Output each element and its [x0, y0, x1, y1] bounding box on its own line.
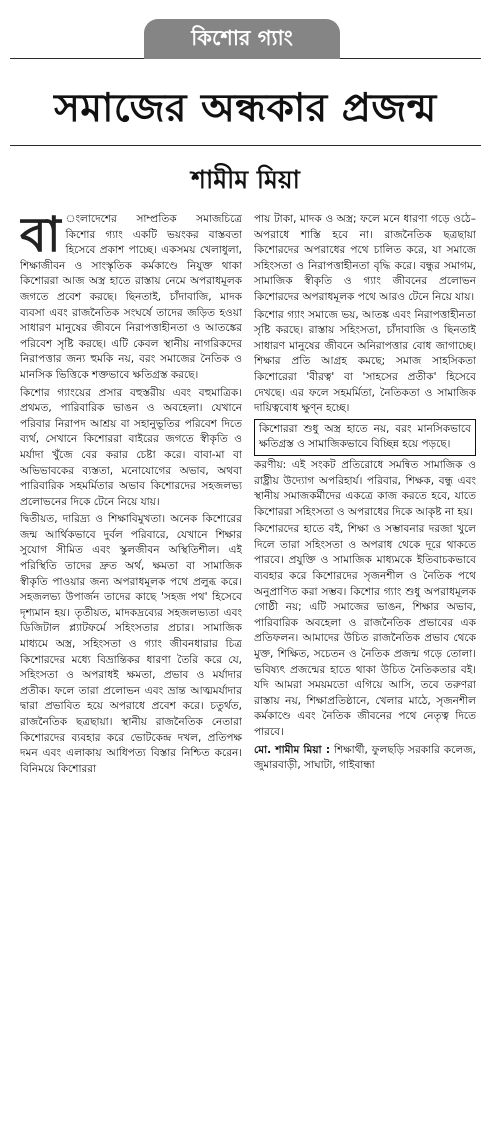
column-right [254, 212, 476, 1112]
paragraph: বা ংলাদেশের সাম্প্রতিক সমাজচিত্রে কিশোর গ্যাং একটি ভয়ংকর বাস্তবতা হিসেবে প্রকাশ পাচ্ছে। একসময় খেলাধুলা, শিক্ষাজীবন ও সাংস্কৃতিক কর্মকাণ্ডে নিযুক্ত থাকা কিশোররা আজ অস্ত্র হাতে রাস্তায় নেমে অপরাধমূলক জগতে প্রবেশ করছে। ছিনতাই, চাঁদাবাজি, মাদক ব্যবসা এবং রাজনৈতিক সংঘর্ষে তাদের জড়িত হওয়া সাধারণ মানুষের জীবনে নিরাপত্তাহীনতা ও আতঙ্কের পরিবেশ সৃষ্টি করছে। এটি কেবল স্থানীয় নাগরিকদের নিরাপত্তার জন্য হুমকি নয়, বরং সমাজের নৈতিক ও মানসিক ভিত্তিকে শক্তভাবে ক্ষতিগ্রস্ত করছে। [20, 212, 242, 381]
paragraph: পায় টাকা, মাদক ও অস্ত্র; ফলে মনে ধারণা গড়ে ওঠে– অপরাধে শাস্তি হবে না। রাজনৈতিক ছত্রছায়া কিশোরদের অপরাধের পথে চালিত করে, যা সমাজে সহিংসতা ও নিরাপত্তাহীনতা বৃদ্ধি করে। বন্ধুর সমাগম, সামাজিক স্বীকৃতি ও গ্যাং জীবনের প্রলোভন কিশোরদের অপরাধমূলক পথে আরও টেনে নিয়ে যায়। [254, 213, 476, 303]
paragraph: দ্বিতীয়ত, দারিদ্র্য ও শিক্ষাবিমুখতা। অনেক কিশোরের জন্ম আর্থিকভাবে দুর্বল পরিবারে, যেখানে শিক্ষার সুযোগ সীমিত এবং স্কুলজীবন অস্থিতিশীল। এই পরিস্থিতি তাদের দ্রুত অর্থ, ক্ষমতা বা সামাজিক স্বীকৃতি পাওয়ার জন্য অপরাধমূলক পথে প্রলুব্ধ করে। সহজলভ্য উপার্জন তাদের কাছে 'সহজ পথ' হিসেবে দৃশ্যমান হয়। তৃতীয়ত, মাদকদ্রব্যের সহজলভ্যতা এবং ডিজিটাল প্ল্যাটফর্মে সহিংসতার প্রচার। সামাজিক মাধ্যমে অস্ত্র, সহিংসতা ও গ্যাং জীবনধারার চিত্র কিশোরদের মধ্যে বিভ্রান্তিকর ধারণা তৈরি করে যে, সহিংসতা ও অপরাধই ক্ষমতা, প্রভাব ও মর্যাদার প্রতীক। ফলে তারা প্রলোভন এবং ভ্রান্ত আত্মমর্যাদার দ্বারা প্রভাবিত হয়ে অপরাধে প্রবেশ করে। চতুর্থত, রাজনৈতিক ছত্রছায়া। স্থানীয় রাজনৈতিক নেতারা কিশোরদের ব্যবহার করে ভোটকেন্দ্র দখল, প্রতিপক্ষ দমন এবং এলাকায় আধিপত্য বিস্তার নিশ্চিত করেন। বিনিময়ে কিশোররা [20, 513, 242, 775]
mid-rule [10, 145, 481, 146]
paragraph: কিশোরদের হাতে বই, শিক্ষা ও সম্ভাবনার দরজা খুলে দিলে তারা সহিংসতা ও অপরাধ থেকে দূরে থাকতে পারবে। প্রযুক্তি ও সামাজিক মাধ্যমকে ইতিবাচকভাবে ব্যবহার করে কিশোরদের সৃজনশীল ও নৈতিক পথে অনুপ্রাণিত করা সম্ভব। কিশোর গ্যাং শুধু অপরাধমূলক গোষ্ঠী নয়; এটি সমাজের ভাঙন, শিক্ষার অভাব, পারিবারিক অবহেলা ও রাজনৈতিক প্রভাবের এক প্রতিফলন। আমাদের উচিত রাজনৈতিক প্রভাব থেকে মুক্ত, শিক্ষিত, সচেতন ও নৈতিক প্রজন্ম গড়ে তোলা। ভবিষ্যৎ প্রজন্মের হাতে থাকা উচিত নৈতিকতার বই। যদি আমরা সময়মতো এগিয়ে আসি, তবে তরুণরা রাস্তায় নয়, শিক্ষাপ্রতিষ্ঠানে, খেলার মাঠে, সৃজনশীল কর্মকাণ্ডে এবং নৈতিক জীবনের পথে নেতৃত্ব দিতে পারবে। [254, 523, 476, 738]
pull-quote: কিশোররা শুধু অস্ত্র হাতে নয়, বরং মানসিকভাবে ক্ষতিগ্রস্ত ও সামাজিকভাবে বিচ্ছিন্ন হয়ে পড়ছে। [254, 419, 476, 456]
headline: সমাজের অন্ধকার প্রজন্ম [54, 86, 437, 131]
paragraph: কিশোর গ্যাং সমাজে ভয়, আতঙ্ক এবং নিরাপত্তাহীনতা সৃষ্টি করছে। রাস্তায় সহিংসতা, চাঁদাবাজি ও ছিনতাই সাধারণ মানুষের জীবনে অনিরাপত্তার বোধ জাগাচ্ছে। শিক্ষার প্রতি আগ্রহ কমছে; সমাজ সাহসিকতা কিশোরেরা 'বীরত্ব' বা 'সাহসের প্রতীক' হিসেবে দেখছে। এর ফলে সহমর্মিতা, নৈতিকতা ও সামাজিক দায়িত্ববোধ ক্ষুণ্ন হচ্ছে। [254, 308, 476, 415]
paragraph: কিশোর গ্যাংয়ের প্রসার বহুস্তরীয় এবং বহুমাত্রিক। প্রথমত, পারিবারিক ভাঙন ও অবহেলা। যেখানে পরিবার নিরাপদ আশ্রয় বা সহানুভূতির পরিবেশ দিতে ব্যর্থ, সেখানে কিশোররা বাইরের জগতে স্বীকৃতি ও মর্যাদা খুঁজে বের করার চেষ্টা করে। বাবা-মা বা অভিভাবকের ব্যস্ততা, মনোযোগের অভাব, অথবা পারিবারিক সহমর্মিতার অভাব কিশোরদের সহজলভ্য প্রলোভনের দিকে টেনে নিয়ে যায়। [20, 386, 242, 508]
section-tag: কিশোর গ্যাং [144, 19, 340, 59]
paragraph: করণীয়: এই সংকট প্রতিরোধে সমন্বিত সামাজিক ও রাষ্ট্রীয় উদ্যোগ অপরিহার্য। পরিবার, শিক্ষক, বন্ধু এবং স্থানীয় সমাজকর্মীদের একত্রে কাজ করতে হবে, যাতে কিশোররা সহিংসতা ও অপরাধের দিকে আকৃষ্ট না হয়। [254, 458, 476, 518]
author-note [254, 743, 476, 774]
article-body [20, 212, 476, 1112]
drop-cap: বা [20, 212, 61, 263]
column-left [20, 212, 242, 1112]
author-info: শিক্ষার্থী, ফুলছড়ি সরকারি কলেজ, জুমারবাড়ী, সাঘাটা, গাইবান্ধা [254, 743, 476, 772]
byline: শামীম মিয়া [191, 165, 300, 194]
author-name: মো. শামীম মিয়া : [254, 743, 331, 756]
